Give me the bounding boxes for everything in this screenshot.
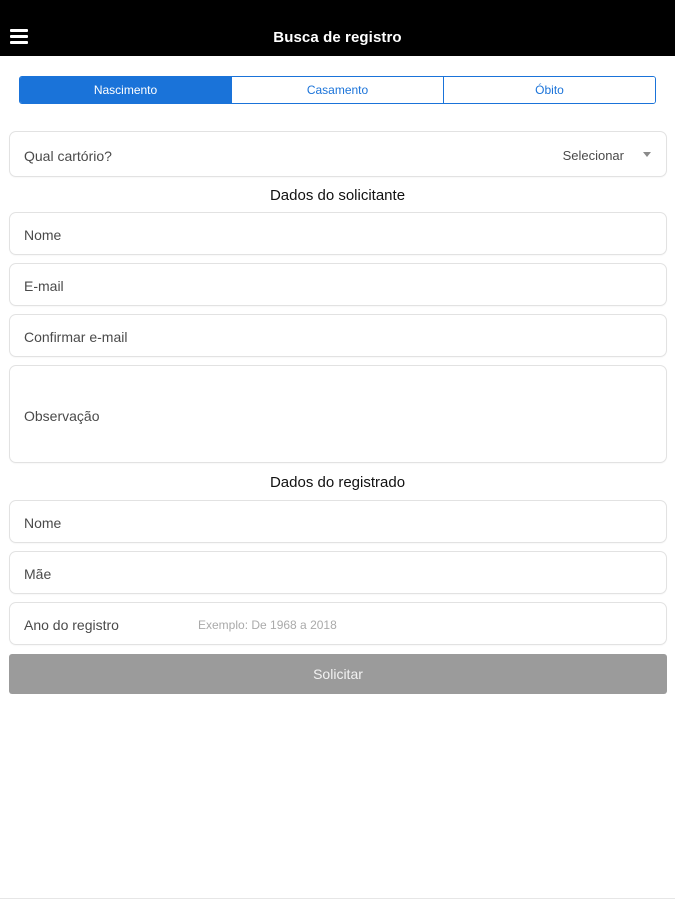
registrado-nome-card <box>9 500 667 543</box>
section-title-solicitante: Dados do solicitante <box>269 187 406 204</box>
cartorio-select-row[interactable] <box>9 131 667 177</box>
email-field[interactable] <box>24 276 644 296</box>
record-type-tabs <box>19 76 656 104</box>
top-bar <box>0 0 675 56</box>
bottom-divider <box>0 898 675 899</box>
solicitar-button[interactable]: Solicitar <box>9 654 667 694</box>
ano-registro-input[interactable] <box>198 614 638 634</box>
mae-input[interactable] <box>24 564 644 584</box>
solicitante-email-card <box>9 263 667 306</box>
solicitante-nome-card <box>9 212 667 255</box>
section-title-registrado: Dados do registrado <box>269 474 406 491</box>
registrado-nome-input[interactable] <box>24 513 644 533</box>
ano-registro-label: Ano do registro <box>24 617 119 633</box>
solicitante-nome-input[interactable] <box>24 225 644 245</box>
page-title: Busca de registro <box>273 29 402 46</box>
registrado-ano-card <box>9 602 667 645</box>
tab-casamento[interactable]: Casamento <box>231 77 443 103</box>
tab-obito[interactable]: Óbito <box>443 77 655 103</box>
registrado-mae-card <box>9 551 667 594</box>
cartorio-label: Qual cartório? <box>24 148 112 164</box>
tab-nascimento[interactable]: Nascimento <box>20 77 231 103</box>
solicitante-observacao-card <box>9 365 667 463</box>
confirm-email-field[interactable] <box>24 327 644 347</box>
cartorio-select-value[interactable]: Selecionar <box>562 148 624 163</box>
observacao-input[interactable] <box>24 406 644 426</box>
solicitante-confirm-email-card <box>9 314 667 357</box>
caret-down-icon[interactable] <box>643 152 651 157</box>
